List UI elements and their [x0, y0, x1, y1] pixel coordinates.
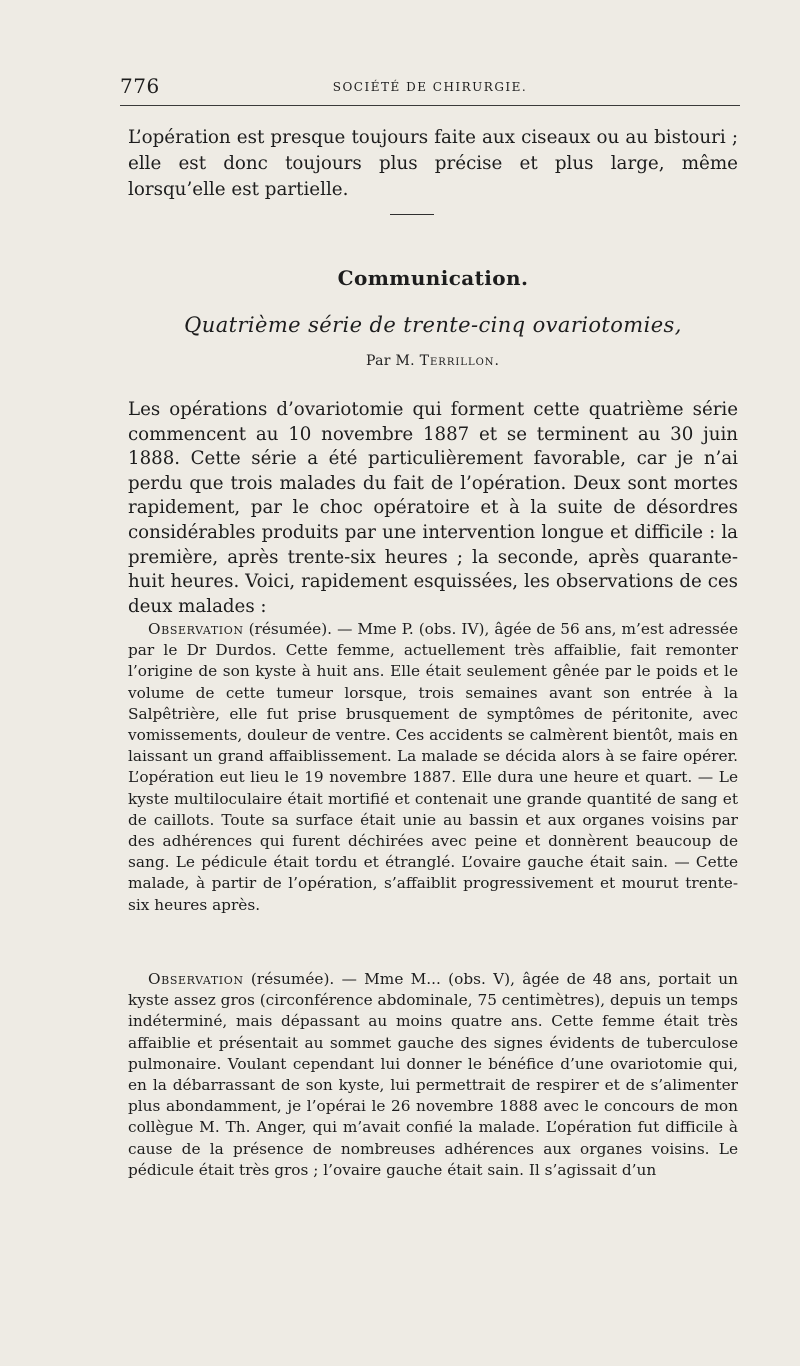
article-title: Quatrième série de trente-cinq ovariotomies, — [184, 313, 682, 337]
running-title: SOCIÉTÉ DE CHIRURGIE. — [332, 80, 528, 94]
header-rule — [120, 105, 740, 106]
lead-paragraph: L’opération est presque toujours faite aux ciseaux ou au bistouri ; elle est donc toujours plus précise et plus large, même lorsqu’elle est partielle. — [128, 127, 738, 200]
byline — [128, 353, 738, 369]
section-divider — [390, 214, 434, 215]
observation-paragraph-2 — [128, 969, 738, 1181]
observation-paragraph-1 — [128, 619, 738, 916]
byline-prefix: Par M. — [366, 353, 415, 369]
observation-label: Observation — [148, 970, 244, 988]
page-header — [120, 74, 740, 104]
page-number: 776 — [120, 74, 160, 98]
byline-author: Terrillon. — [419, 353, 500, 369]
intro-paragraph: Les opérations d’ovariotomie qui forment cette quatrième série commencent au 10 novembre 1887 et se terminent au 30 juin 1888. Cette série a été particulièrement favorable, car je n’ai perdu que trois malades du fait de l’opération. Deux sont mortes rapidement, par le choc opératoire et à la suite de désordres considérables produits par une intervention longue et difficile : la première, après trente-six heures ; la seconde, après quarante-huit heures. Voici, rapidement esquissées, les observations de ces deux malades : — [128, 399, 738, 617]
observation-text: (résumée). — Mme M... (obs. V), âgée de 48 ans, portait un kyste assez gros (circonférence abdominale, 75 centimètres), depuis un temps indéterminé, mais dépassant au moins quatre ans. Cette femme était très affaiblie et présentait au sommet gauche des signes évidents de tuberculose pulmonaire. Voulant cependant lui donner le bénéfice d’une ovariotomie qui, en la débarrassant de son kyste, lui permettrait de respirer et de s’alimenter plus abondamment, je l’opérai le 26 novembre 1888 avec le concours de mon collègue M. Th. Anger, qui m’avait confié la malade. L’opération fut difficile à cause de la présence de nombreuses adhérences aux organes voisins. Le pédicule était très gros ; l’ovaire gauche était sain. Il s’agissait d’un — [128, 970, 738, 1179]
observation-text: (résumée). — Mme P. (obs. IV), âgée de 56 ans, m’est adressée par le Dr Durdos. Cette femme, actuellement très affaiblie, fait remonter l’origine de son kyste à huit ans. Elle était seulement gênée par le poids et le volume de cette tumeur lorsque, trois semaines avant son entrée à la Salpêtrière, elle fut prise brusquement de symptômes de péritonite, avec vomissements, douleur de ventre. Ces accidents se calmèrent bientôt, mais en laissant un grand affaiblissement. La malade se décida alors à se faire opérer. L’opération eut lieu le 19 novembre 1887. Elle dura une heure et quart. — Le kyste multiloculaire était mortifié et contenait une grande quantité de sang et de caillots. Toute sa surface était unie au bassin et aux organes voisins par des adhérences qui furent déchirées avec peine et donnèrent beaucoup de sang. Le pédicule était tordu et étranglé. L’ovaire gauche était sain. — Cette malade, à partir de l’opération, s’affaiblit progressivement et mourut trente-six heures après. — [128, 620, 738, 914]
observation-label: Observation — [148, 620, 244, 638]
section-heading: Communication. — [337, 266, 529, 290]
